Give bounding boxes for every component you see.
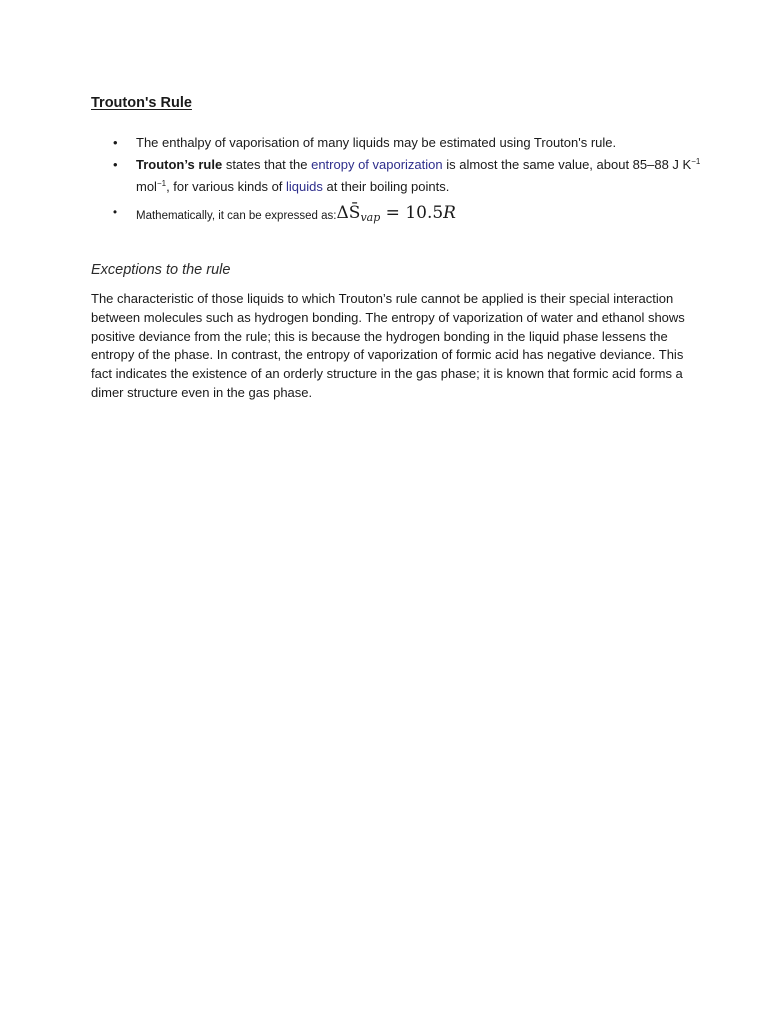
bullet-item-1 — [91, 132, 711, 154]
bullet-text: mol — [136, 179, 157, 194]
formula-lhs: ΔS̄ — [336, 203, 361, 223]
bullet-item-3 — [91, 202, 711, 229]
bullet-text: is almost the same value, about 85–88 J K — [442, 157, 692, 172]
formula-r: R — [443, 203, 456, 223]
bullet-text: at their boiling points. — [322, 179, 450, 194]
bullet-text: , for various kinds of — [166, 179, 287, 194]
bullet-text: states that the — [222, 157, 312, 172]
bullet-list — [91, 132, 711, 229]
superscript: −1 — [156, 179, 167, 188]
body-paragraph: The characteristic of those liquids to which Trouton’s rule cannot be applied is their special interaction between molecules such as hydrogen bonding. The entropy of vaporization of water and ethanol shows positive deviance from the rule; this is because the hydrogen bonding in the liquid phase lessens the entropy of the phase. In contrast, the entropy of vaporization of formic acid has negative deviance. This fact indicates the existence of an orderly structure in the gas phase; it is known that formic acid forms a dimer structure even in the gas phase. — [91, 291, 685, 400]
formula-subscript: vap — [360, 211, 381, 224]
bold-term: Trouton’s rule — [136, 157, 223, 172]
superscript: −1 — [691, 157, 701, 166]
formula-equals: = 10.5 — [380, 203, 444, 223]
entropy-link[interactable]: entropy of vaporization — [311, 157, 443, 172]
section-heading: Exceptions to the rule — [91, 262, 231, 278]
bullet-text: Mathematically, it can be expressed as: — [136, 210, 337, 222]
bullet-item-2 — [91, 154, 711, 198]
liquids-link[interactable]: liquids — [286, 179, 323, 194]
trouton-formula — [337, 202, 456, 229]
page-title: Trouton's Rule — [91, 95, 192, 111]
bullet-text: The enthalpy of vaporisation of many liquids may be estimated using Trouton's rule. — [136, 135, 617, 150]
